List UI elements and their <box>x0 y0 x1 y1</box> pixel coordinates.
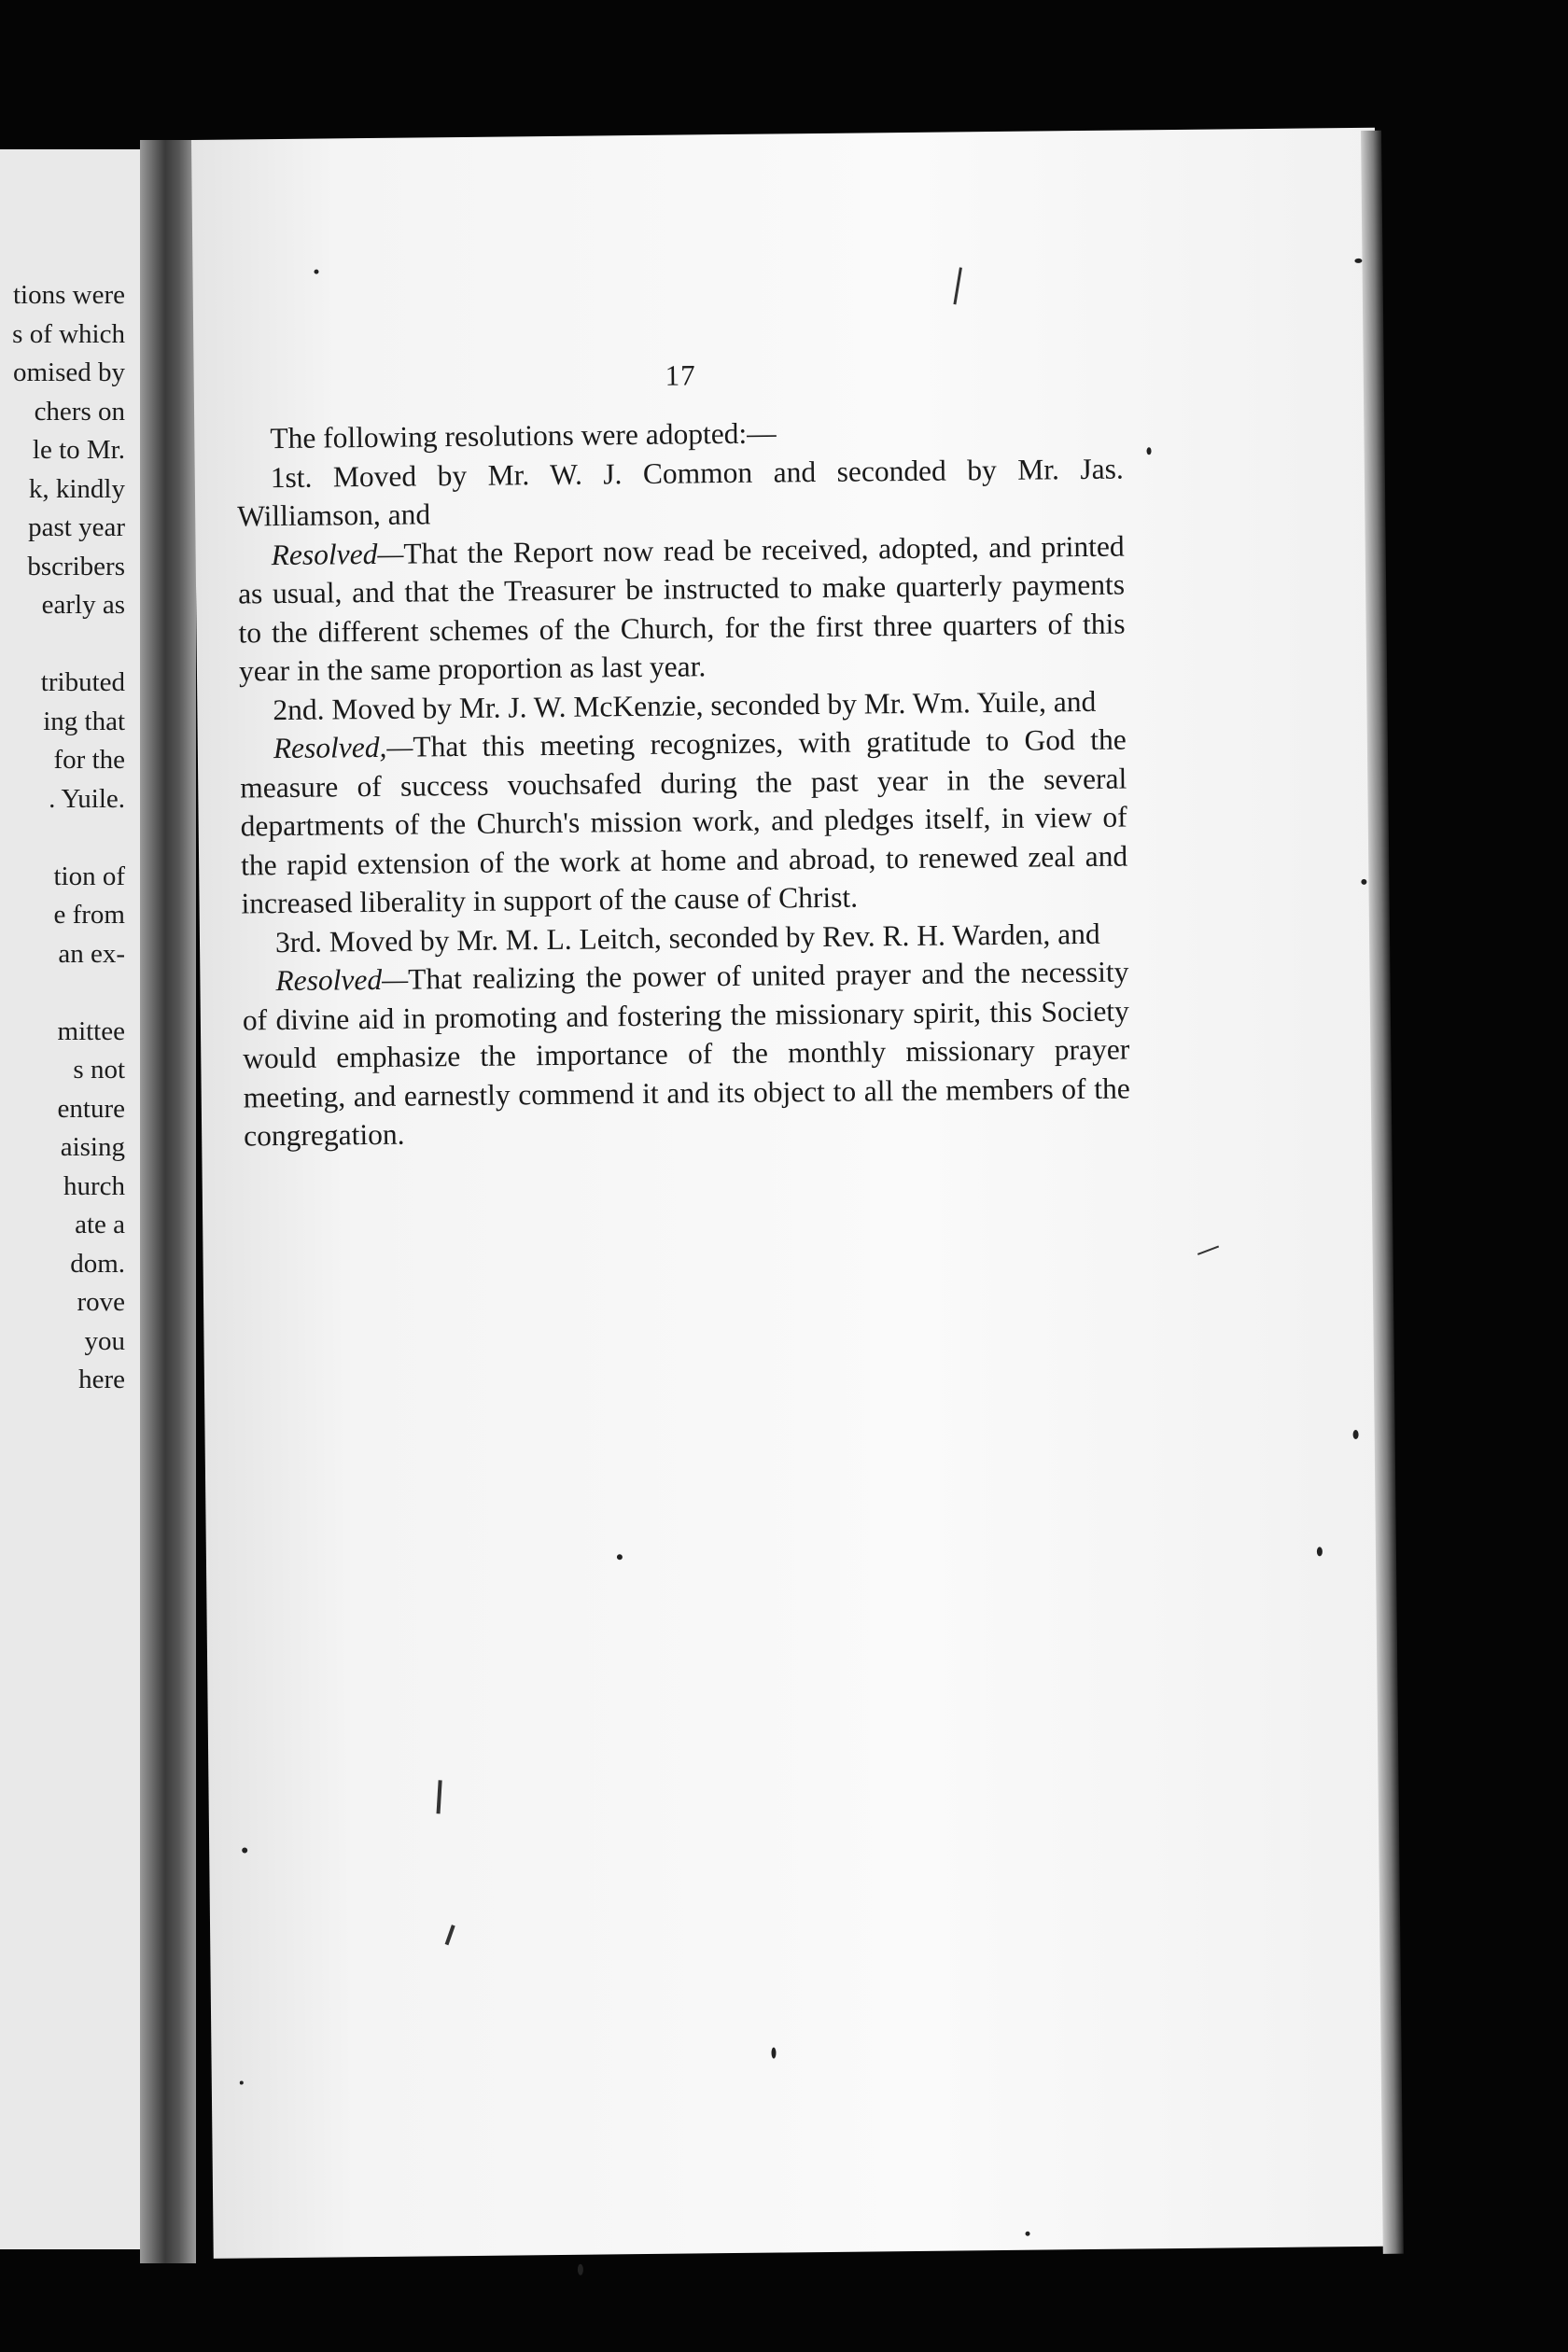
resolution-1-text: That the Report now read be received, adopted, and printed as usual, and that the Treasurer be instructed to make quarterly payments to the different schemes of the Church, for the first three quarters of this year in the same proportion as last year. <box>237 529 1126 688</box>
scan-mark <box>445 1925 455 1945</box>
scan-speck <box>1354 259 1362 263</box>
scan-mark <box>1197 1245 1219 1254</box>
scan-speck <box>1026 2232 1030 2236</box>
resolved-label: Resolved— <box>271 537 404 571</box>
resolution-3-moved: 3rd. Moved by Mr. M. L. Leitch, seconded by Rev. R. H. Warden, and <box>274 917 1100 959</box>
left-page-line: s of which <box>12 318 125 349</box>
left-page-line: tion of <box>53 861 125 891</box>
page-number: 17 <box>665 358 696 392</box>
scan-speck <box>314 270 318 274</box>
scan-speck <box>242 1847 247 1853</box>
scan-speck <box>240 2081 244 2085</box>
resolution-2-moved: 2nd. Moved by Mr. J. W. McKenzie, seconded by Mr. Wm. Yuile, and <box>273 684 1097 726</box>
left-page-line: e from <box>53 900 125 930</box>
left-page-line: hurch <box>63 1170 125 1201</box>
left-page-line: past year <box>28 512 125 542</box>
resolved-label: Resolved— <box>275 962 409 998</box>
left-page-line: an ex- <box>58 938 125 969</box>
scan-speck <box>1361 879 1366 885</box>
resolution-2-text: That this meeting recognizes, with gratitude to God the measure of success vouchsafed during the past year in the several departments of the Church's mission work, and pledges itself, in view of the rapid extension of the work at home and abroad, to renewed zeal and increased liberality in support of the cause of Christ. <box>240 722 1128 920</box>
scan-speck <box>1353 1430 1359 1439</box>
scan-speck <box>1147 447 1152 455</box>
left-page-line: tributed <box>40 667 125 697</box>
left-page-line: chers on <box>34 396 125 427</box>
book-gutter <box>140 140 196 2263</box>
resolved-label: Resolved,— <box>273 730 413 765</box>
left-page-line: early as <box>41 590 125 620</box>
scan-speck <box>1317 1547 1323 1556</box>
left-page-line: k, kindly <box>28 473 125 504</box>
intro-line: The following resolutions were adopted:— <box>270 416 777 455</box>
resolutions-text <box>236 411 1130 1155</box>
left-page-line: enture <box>57 1093 125 1124</box>
resolution-1-moved: 1st. Moved by Mr. W. J. Common and seconded by Mr. Jas. Williamson, and <box>237 452 1124 533</box>
left-page-line: ing that <box>43 706 125 736</box>
left-page-line: here <box>78 1365 125 1394</box>
right-page <box>191 128 1397 2259</box>
left-page-line: aising <box>60 1132 125 1162</box>
scan-speck <box>617 1554 623 1560</box>
left-page-line: s not <box>73 1055 125 1085</box>
scan-speck <box>578 2264 583 2275</box>
scan-mark <box>437 1780 442 1813</box>
left-page-line: le to Mr. <box>32 435 125 465</box>
left-page-line: mittee <box>57 1015 125 1046</box>
scan-speck <box>771 2048 776 2059</box>
resolution-2 <box>240 721 1128 923</box>
left-page-line: ate a <box>75 1210 125 1239</box>
left-page-line: bscribers <box>27 551 125 581</box>
left-page-line: for the <box>53 745 125 775</box>
left-page-line: you <box>84 1325 125 1356</box>
left-page-line: omised by <box>12 357 125 387</box>
scan-mark <box>953 267 961 304</box>
left-page-line: tions were <box>13 280 125 310</box>
left-page-line: . Yuile. <box>49 783 125 814</box>
resolution-3-text: That realizing the power of united prayer and the necessity of divine aid in promoting and fostering the missionary spirit, this Society would emphasize the importance of the monthly missionary prayer meeting, and earnestly commend it and its object to all the members of the congregation. <box>242 955 1130 1153</box>
resolution-3 <box>242 953 1130 1155</box>
left-page-line: dom. <box>70 1248 125 1279</box>
left-page-line: rove <box>77 1287 125 1317</box>
resolution-1 <box>237 526 1126 691</box>
